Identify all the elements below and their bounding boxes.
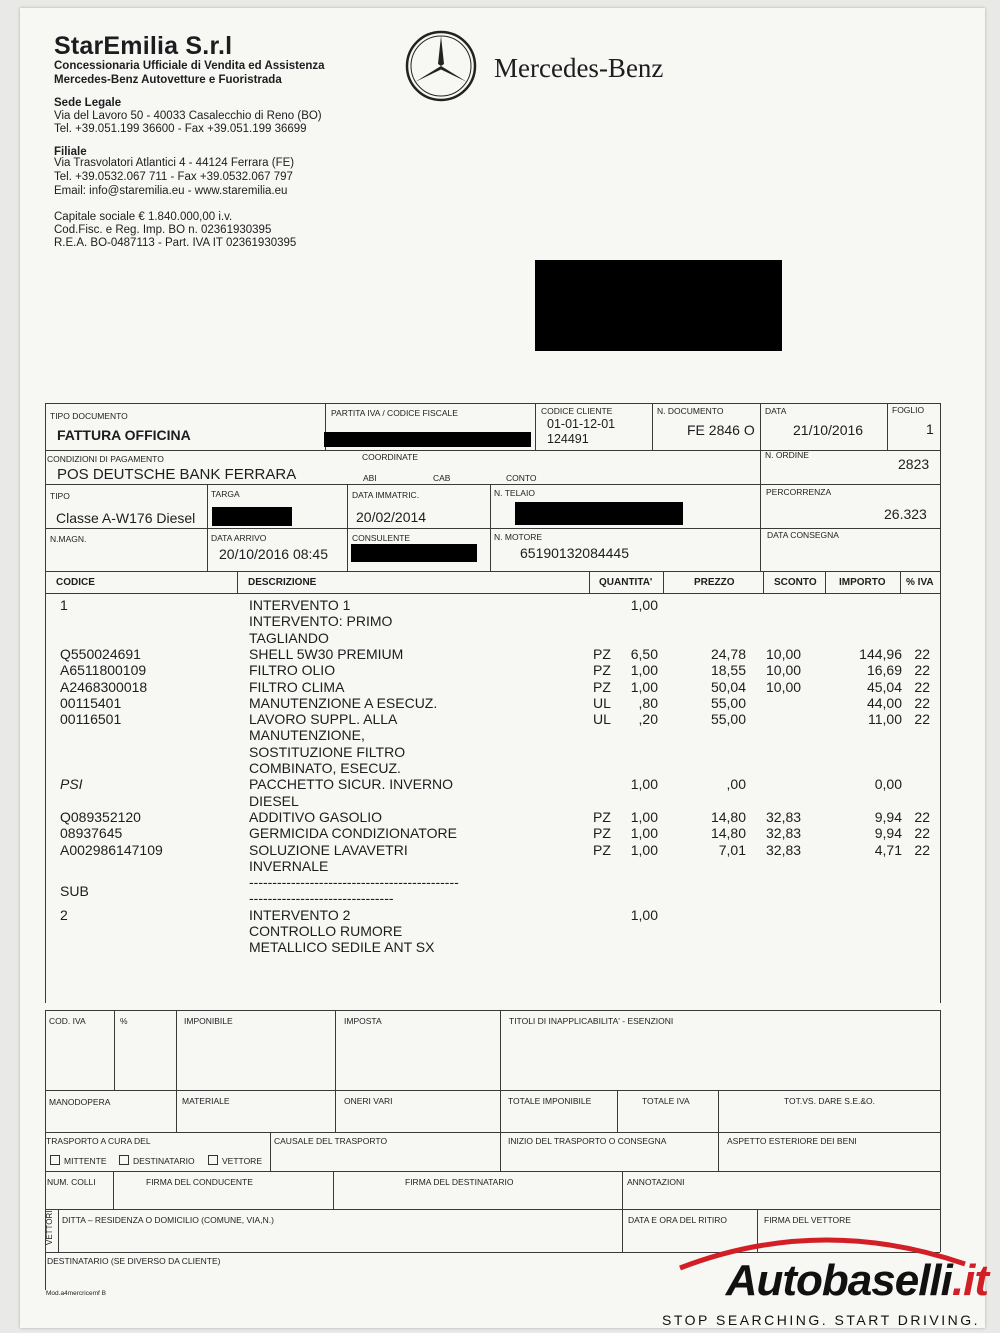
data-immatric-label: DATA IMMATRIC. bbox=[352, 490, 420, 500]
col-iva: % IVA bbox=[906, 577, 934, 588]
line-quantity: 1,00 bbox=[630, 662, 658, 678]
filiale-address: Via Trasvolatori Atlantici 4 - 44124 Ferrara (FE) bbox=[54, 157, 295, 169]
line-iva: 22 bbox=[914, 662, 930, 678]
annotazioni-label: ANNOTAZIONI bbox=[627, 1177, 685, 1187]
destinatario-diverso-label: DESTINATARIO (SE DIVERSO DA CLIENTE) bbox=[47, 1256, 221, 1266]
data-arrivo-label: DATA ARRIVO bbox=[211, 533, 267, 543]
line-discount: 10,00 bbox=[766, 662, 802, 678]
col-sconto: SCONTO bbox=[774, 577, 817, 588]
line-amount: 9,94 bbox=[874, 825, 902, 841]
n-motore-label: N. MOTORE bbox=[494, 532, 543, 542]
consulente-label: CONSULENTE bbox=[352, 533, 411, 543]
sede-address: Via del Lavoro 50 - 40033 Casalecchio di Reno (BO) bbox=[54, 110, 322, 122]
totale-imponibile-label: TOTALE IMPONIBILE bbox=[508, 1096, 592, 1106]
line-quantity: 1,00 bbox=[630, 679, 658, 695]
manodopera-label: MANODOPERA bbox=[49, 1097, 111, 1107]
abi-label: ABI bbox=[363, 473, 377, 483]
redacted-address-block bbox=[535, 260, 782, 351]
line-code: 00116501 bbox=[60, 711, 122, 727]
capitale-sociale: Capitale sociale € 1.840.000,00 i.v. bbox=[54, 211, 233, 223]
tipo-documento-value: FATTURA OFFICINA bbox=[57, 427, 191, 443]
tipo-value: Classe A-W176 Diesel bbox=[56, 510, 196, 526]
redacted-telaio bbox=[515, 502, 683, 525]
mittente-checkbox[interactable] bbox=[50, 1155, 107, 1166]
rea-number: R.E.A. BO-0487113 - Part. IVA IT 02361930395 bbox=[54, 237, 297, 249]
firma-vettore-label: FIRMA DEL VETTORE bbox=[764, 1215, 851, 1225]
company-email: Email: info@staremilia.eu - www.staremilia.eu bbox=[54, 185, 288, 197]
line-description: INTERVENTO: PRIMO bbox=[249, 613, 393, 629]
line-description: INVERNALE bbox=[249, 858, 329, 874]
line-iva: 22 bbox=[914, 679, 930, 695]
vettori-label: VETTORI bbox=[45, 1210, 54, 1245]
line-description: PACCHETTO SICUR. INVERNO bbox=[249, 776, 454, 792]
tipo-documento-label: TIPO DOCUMENTO bbox=[50, 411, 128, 421]
line-unit: PZ bbox=[593, 825, 611, 841]
line-iva: 22 bbox=[914, 711, 930, 727]
line-price: ,00 bbox=[726, 776, 746, 792]
line-discount: 32,83 bbox=[766, 809, 802, 825]
line-price: 24,78 bbox=[710, 646, 746, 662]
col-quantita: QUANTITA' bbox=[599, 577, 653, 588]
line-code: SUB bbox=[60, 883, 89, 899]
line-price: 14,80 bbox=[710, 825, 746, 841]
line-code: Q550024691 bbox=[60, 646, 141, 662]
line-amount: 16,69 bbox=[866, 662, 902, 678]
materiale-label: MATERIALE bbox=[182, 1096, 230, 1106]
condizioni-value: POS DEUTSCHE BANK FERRARA bbox=[57, 466, 297, 483]
redacted-partita-iva bbox=[324, 432, 531, 447]
percorrenza-label: PERCORRENZA bbox=[766, 487, 832, 497]
line-description: FILTRO CLIMA bbox=[249, 679, 345, 695]
line-unit: UL bbox=[593, 711, 611, 727]
codice-cliente-2: 124491 bbox=[547, 432, 589, 446]
line-code: 1 bbox=[60, 597, 68, 613]
line-description: INTERVENTO 2 bbox=[249, 907, 351, 923]
condizioni-label: CONDIZIONI DI PAGAMENTO bbox=[47, 454, 164, 464]
line-description: COMBINATO, ESECUZ. bbox=[249, 760, 401, 776]
vettore-label: VETTORE bbox=[222, 1156, 262, 1166]
line-iva: 22 bbox=[914, 809, 930, 825]
line-description: SOLUZIONE LAVAVETRI bbox=[249, 842, 408, 858]
line-discount: 10,00 bbox=[766, 646, 802, 662]
line-quantity: 1,00 bbox=[630, 809, 658, 825]
line-description: SOSTITUZIONE FILTRO bbox=[249, 744, 406, 760]
line-iva: 22 bbox=[914, 646, 930, 662]
line-unit: PZ bbox=[593, 679, 611, 695]
data-immatric-value: 20/02/2014 bbox=[356, 509, 427, 525]
modulo-code: Mod.a4mercricemf B bbox=[46, 1290, 106, 1297]
n-telaio-label: N. TELAIO bbox=[494, 488, 535, 498]
filiale-title: Filiale bbox=[54, 146, 87, 158]
line-description: MANUTENZIONE, bbox=[249, 727, 365, 743]
company-name: StarEmilia S.r.l bbox=[54, 32, 233, 60]
invoice-paper bbox=[20, 8, 985, 1328]
percent-label: % bbox=[120, 1016, 128, 1026]
line-description: METALLICO SEDILE ANT SX bbox=[249, 939, 435, 955]
n-documento-label: N. DOCUMENTO bbox=[657, 406, 724, 416]
col-codice: CODICE bbox=[56, 577, 95, 588]
aspetto-label: ASPETTO ESTERIORE DEI BENI bbox=[727, 1136, 857, 1146]
n-ordine-value: 2823 bbox=[898, 456, 930, 472]
line-amount: 0,00 bbox=[874, 776, 902, 792]
line-price: 50,04 bbox=[710, 679, 746, 695]
data-ritiro-label: DATA E ORA DEL RITIRO bbox=[628, 1215, 728, 1225]
line-description: FILTRO OLIO bbox=[249, 662, 336, 678]
line-description: ------------------------------- bbox=[249, 890, 394, 906]
line-description: LAVORO SUPPL. ALLA bbox=[249, 711, 398, 727]
line-price: 18,55 bbox=[710, 662, 746, 678]
line-quantity: 1,00 bbox=[630, 597, 658, 613]
line-description: GERMICIDA CONDIZIONATORE bbox=[249, 825, 457, 841]
line-quantity: ,80 bbox=[638, 695, 658, 711]
line-code: 00115401 bbox=[60, 695, 122, 711]
firma-conducente-label: FIRMA DEL CONDUCENTE bbox=[146, 1177, 253, 1187]
trasporto-label: TRASPORTO A CURA DEL bbox=[46, 1136, 151, 1146]
titoli-label: TITOLI DI INAPPLICABILITA' - ESENZIONI bbox=[509, 1016, 674, 1026]
data-consegna-label: DATA CONSEGNA bbox=[767, 530, 839, 540]
data-arrivo-value: 20/10/2016 08:45 bbox=[219, 546, 328, 562]
oneri-vari-label: ONERI VARI bbox=[344, 1096, 393, 1106]
line-description: --------------------------------------------- bbox=[249, 874, 459, 890]
line-amount: 9,94 bbox=[874, 809, 902, 825]
line-discount: 10,00 bbox=[766, 679, 802, 695]
line-unit: PZ bbox=[593, 809, 611, 825]
percorrenza-value: 26.323 bbox=[884, 506, 927, 522]
company-subtitle-2: Mercedes-Benz Autovetture e Fuoristrada bbox=[54, 74, 282, 86]
brand-name: Mercedes-Benz bbox=[494, 53, 664, 83]
cab-label: CAB bbox=[433, 473, 451, 483]
destinatario-label: DESTINATARIO bbox=[133, 1156, 195, 1166]
line-quantity: ,20 bbox=[638, 711, 658, 727]
redacted-targa bbox=[212, 507, 292, 526]
data-label: DATA bbox=[765, 406, 787, 416]
mittente-label: MITTENTE bbox=[64, 1156, 107, 1166]
line-description: ADDITIVO GASOLIO bbox=[249, 809, 383, 825]
n-ordine-label: N. ORDINE bbox=[765, 450, 809, 460]
filiale-phone: Tel. +39.0532.067 711 - Fax +39.0532.067 797 bbox=[54, 171, 293, 183]
line-unit: PZ bbox=[593, 842, 611, 858]
tot-dare-label: TOT.VS. DARE S.E.&O. bbox=[784, 1096, 876, 1106]
foglio-value: 1 bbox=[926, 421, 934, 437]
firma-destinatario-label: FIRMA DEL DESTINATARIO bbox=[405, 1177, 514, 1187]
line-iva: 22 bbox=[914, 825, 930, 841]
line-price: 55,00 bbox=[710, 711, 746, 727]
company-subtitle-1: Concessionaria Ufficiale di Vendita ed Assistenza bbox=[54, 60, 325, 72]
col-descrizione: DESCRIZIONE bbox=[248, 577, 317, 588]
line-quantity: 1,00 bbox=[630, 776, 658, 792]
line-iva: 22 bbox=[914, 842, 930, 858]
inizio-label: INIZIO DEL TRASPORTO O CONSEGNA bbox=[508, 1136, 667, 1146]
line-iva: 22 bbox=[914, 695, 930, 711]
imponibile-label: IMPONIBILE bbox=[184, 1016, 233, 1026]
tipo-label: TIPO bbox=[50, 491, 70, 501]
line-discount: 32,83 bbox=[766, 825, 802, 841]
watermark-tagline: STOP SEARCHING. START DRIVING. bbox=[662, 1312, 980, 1328]
line-description: SHELL 5W30 PREMIUM bbox=[249, 646, 404, 662]
line-code: A6511800109 bbox=[60, 662, 147, 678]
watermark-logo bbox=[726, 1256, 988, 1306]
sede-legale-title: Sede Legale bbox=[54, 97, 122, 109]
line-description: MANUTENZIONE A ESECUZ. bbox=[249, 695, 438, 711]
line-price: 55,00 bbox=[710, 695, 746, 711]
codice-cliente-label: CODICE CLIENTE bbox=[541, 406, 613, 416]
mercedes-star-logo bbox=[405, 30, 477, 102]
line-description: TAGLIANDO bbox=[249, 630, 329, 646]
line-price: 14,80 bbox=[710, 809, 746, 825]
line-code: Q089352120 bbox=[60, 809, 141, 825]
line-amount: 44,00 bbox=[866, 695, 902, 711]
sede-phone: Tel. +39.051.199 36600 - Fax +39.051.199 36699 bbox=[54, 123, 307, 135]
line-unit: UL bbox=[593, 695, 611, 711]
line-code: PSI bbox=[60, 776, 83, 792]
line-description: CONTROLLO RUMORE bbox=[249, 923, 403, 939]
line-amount: 11,00 bbox=[868, 711, 902, 727]
cod-iva-label: COD. IVA bbox=[49, 1016, 86, 1026]
coordinate-label: COORDINATE bbox=[362, 452, 419, 462]
partita-iva-label: PARTITA IVA / CODICE FISCALE bbox=[331, 408, 458, 418]
imposta-label: IMPOSTA bbox=[344, 1016, 382, 1026]
n-documento-value: FE 2846 O bbox=[687, 422, 755, 438]
line-code: A002986147109 bbox=[60, 842, 163, 858]
codice-fiscale: Cod.Fisc. e Reg. Imp. BO n. 02361930395 bbox=[54, 224, 272, 236]
line-quantity: 1,00 bbox=[630, 842, 658, 858]
totale-iva-label: TOTALE IVA bbox=[642, 1096, 690, 1106]
n-magn-label: N.MAGN. bbox=[50, 534, 87, 544]
line-code: A2468300018 bbox=[60, 679, 148, 695]
line-price: 7,01 bbox=[718, 842, 746, 858]
causale-label: CAUSALE DEL TRASPORTO bbox=[274, 1136, 388, 1146]
col-importo: IMPORTO bbox=[839, 577, 886, 588]
line-amount: 144,96 bbox=[859, 646, 902, 662]
col-prezzo: PREZZO bbox=[694, 577, 735, 588]
targa-label: TARGA bbox=[211, 489, 240, 499]
destinatario-checkbox[interactable] bbox=[119, 1155, 195, 1166]
line-unit: PZ bbox=[593, 662, 611, 678]
data-value: 21/10/2016 bbox=[793, 422, 864, 438]
conto-label: CONTO bbox=[506, 473, 537, 483]
foglio-label: FOGLIO bbox=[892, 405, 925, 415]
line-discount: 32,83 bbox=[766, 842, 802, 858]
n-motore-value: 65190132084445 bbox=[520, 545, 630, 561]
num-colli-label: NUM. COLLI bbox=[47, 1177, 96, 1187]
line-quantity: 6,50 bbox=[630, 646, 658, 662]
ditta-label: DITTA – RESIDENZA O DOMICILIO (COMUNE, VIA,N.) bbox=[62, 1215, 274, 1225]
line-unit: PZ bbox=[593, 646, 611, 662]
line-quantity: 1,00 bbox=[630, 825, 658, 841]
line-amount: 4,71 bbox=[874, 842, 902, 858]
line-quantity: 1,00 bbox=[630, 907, 658, 923]
watermark-brand: Autobaselli bbox=[725, 1256, 952, 1305]
watermark-tld: .it bbox=[951, 1256, 988, 1305]
line-description: DIESEL bbox=[249, 793, 299, 809]
codice-cliente-1: 01-01-12-01 bbox=[547, 417, 616, 431]
line-code: 08937645 bbox=[60, 825, 123, 841]
line-code: 2 bbox=[60, 907, 68, 923]
vettore-checkbox[interactable] bbox=[208, 1155, 262, 1166]
line-amount: 45,04 bbox=[866, 679, 902, 695]
line-description: INTERVENTO 1 bbox=[249, 597, 351, 613]
redacted-consulente bbox=[351, 544, 477, 562]
